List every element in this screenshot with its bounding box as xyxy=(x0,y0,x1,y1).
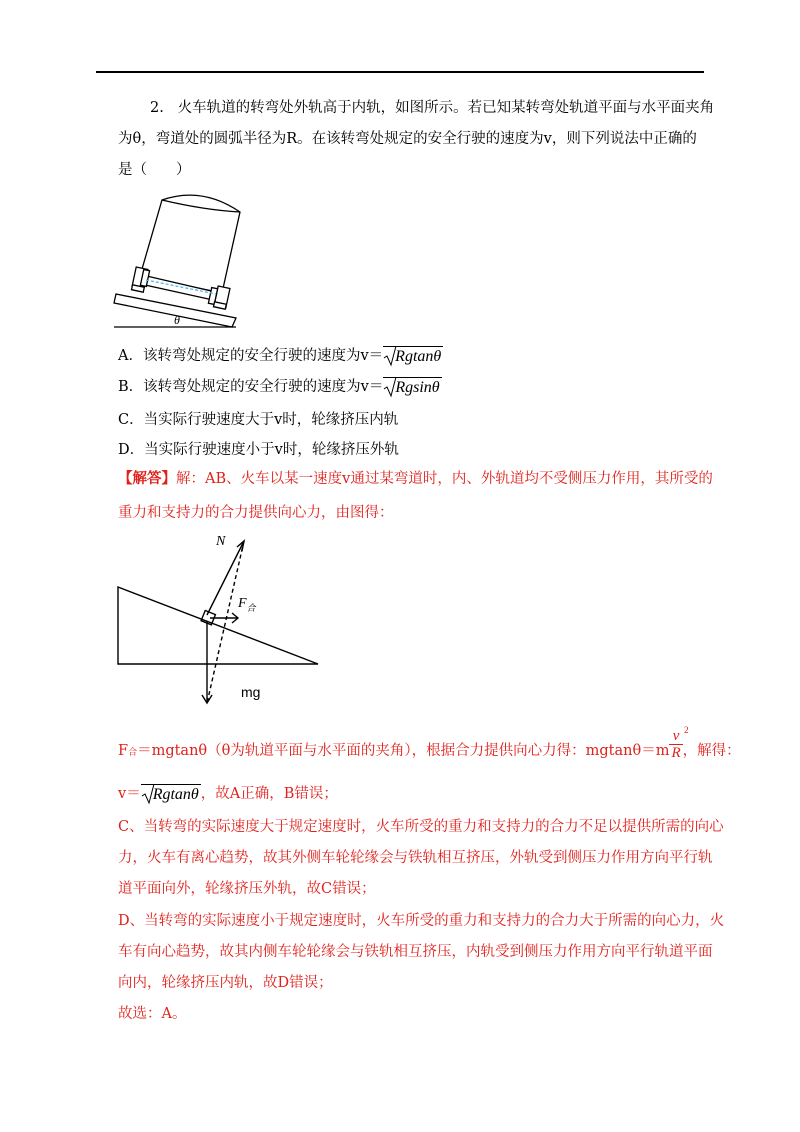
answer-v-line xyxy=(118,783,338,805)
train-on-banked-track-figure xyxy=(112,190,247,332)
answer-c-line-3: 道平面向外，轮缘挤压外轨，故C错误； xyxy=(118,881,376,897)
answer-d-line-2: 车有向心趋势，故其内侧车轮轮缘会与铁轨相互挤压，内轨受到侧压力作用方向平行轨道平面 xyxy=(118,944,713,960)
frac-den: R xyxy=(671,744,681,761)
frac-num: v xyxy=(672,727,680,744)
question-line-3: 是（ ） xyxy=(118,162,191,178)
sqrt-rgsin xyxy=(383,376,441,398)
option-c: C．当实际行驶速度大于v时，轮缘挤压内轨 xyxy=(118,412,399,428)
answer-f-line xyxy=(118,724,741,763)
f-label: $F_合$ xyxy=(238,596,256,613)
f-symbol: F xyxy=(118,743,129,759)
answer-c-line-2: 力，火车有离心趋势，故其外侧车轮轮缘会与铁轨相互挤压，外轨受到侧压力作用方向平行轨 xyxy=(118,850,713,866)
mg-label: mg xyxy=(241,684,261,700)
n-label: N xyxy=(216,534,226,549)
force-diagram-figure xyxy=(110,527,330,717)
f-line-end: ，解得： xyxy=(682,743,741,759)
answer-final: 故选：A。 xyxy=(118,1006,187,1022)
question-line-2: 为θ，弯道处的圆弧半径为R。在该转弯处规定的安全行驶的速度为v，则下列说法中正确的 xyxy=(118,131,697,147)
option-a-text: A．该转弯处规定的安全行驶的速度为v＝ xyxy=(118,348,384,364)
answer-c-line-1: C、当转弯的实际速度大于规定速度时，火车所受的重力和支持力的合力不足以提供所需的向心 xyxy=(118,819,724,835)
sqrt-rgtan-answer xyxy=(141,783,201,805)
v-expr: Rgtanθ xyxy=(141,784,201,804)
question-number: 2. xyxy=(150,100,164,116)
v2-over-r-fraction xyxy=(669,724,689,761)
option-a xyxy=(118,345,443,367)
option-b-expr: Rgsinθ xyxy=(383,377,441,397)
v-prefix: v＝ xyxy=(118,786,141,802)
answer-d-line-1: D、当转弯的实际速度小于规定速度时，火车所受的重力和支持力的合力大于所需的向心力，火 xyxy=(118,913,725,929)
option-d: D．当实际行驶速度小于v时，轮缘挤压外轨 xyxy=(118,442,399,458)
answer-line-2: 重力和支持力的合力提供向心力，由图得： xyxy=(118,505,394,521)
f-subscript: 合 xyxy=(128,748,138,758)
answer-text-1: 解：AB、火车以某一速度v通过某弯道时，内、外轨道均不受侧压力作用，其所受的 xyxy=(176,471,713,487)
header-rule xyxy=(96,71,704,73)
frac-sup: 2 xyxy=(684,724,689,735)
option-a-expr: Rgtanθ xyxy=(383,346,443,366)
v-suffix: ，故A正确，B错误； xyxy=(200,786,338,802)
answer-tag: 【解答】 xyxy=(118,470,176,487)
question-text-1: 火车轨道的转弯处外轨高于内轨，如图所示。若已知某转弯处轨道平面与水平面夹角 xyxy=(177,100,715,116)
answer-d-line-3: 向内，轮缘挤压内轨，故D错误； xyxy=(118,975,333,991)
option-b-text: B．该转弯处规定的安全行驶的速度为v＝ xyxy=(118,379,384,395)
angle-theta-label: θ xyxy=(174,313,180,327)
sqrt-rgtan xyxy=(383,345,443,367)
option-b xyxy=(118,376,442,398)
question-line-1 xyxy=(150,98,714,118)
answer-line-1 xyxy=(118,469,713,489)
f-line-mid: ＝mgtanθ（θ为轨道平面与水平面的夹角），根据合力提供向心力得：mgtanθ＝m xyxy=(137,743,670,759)
